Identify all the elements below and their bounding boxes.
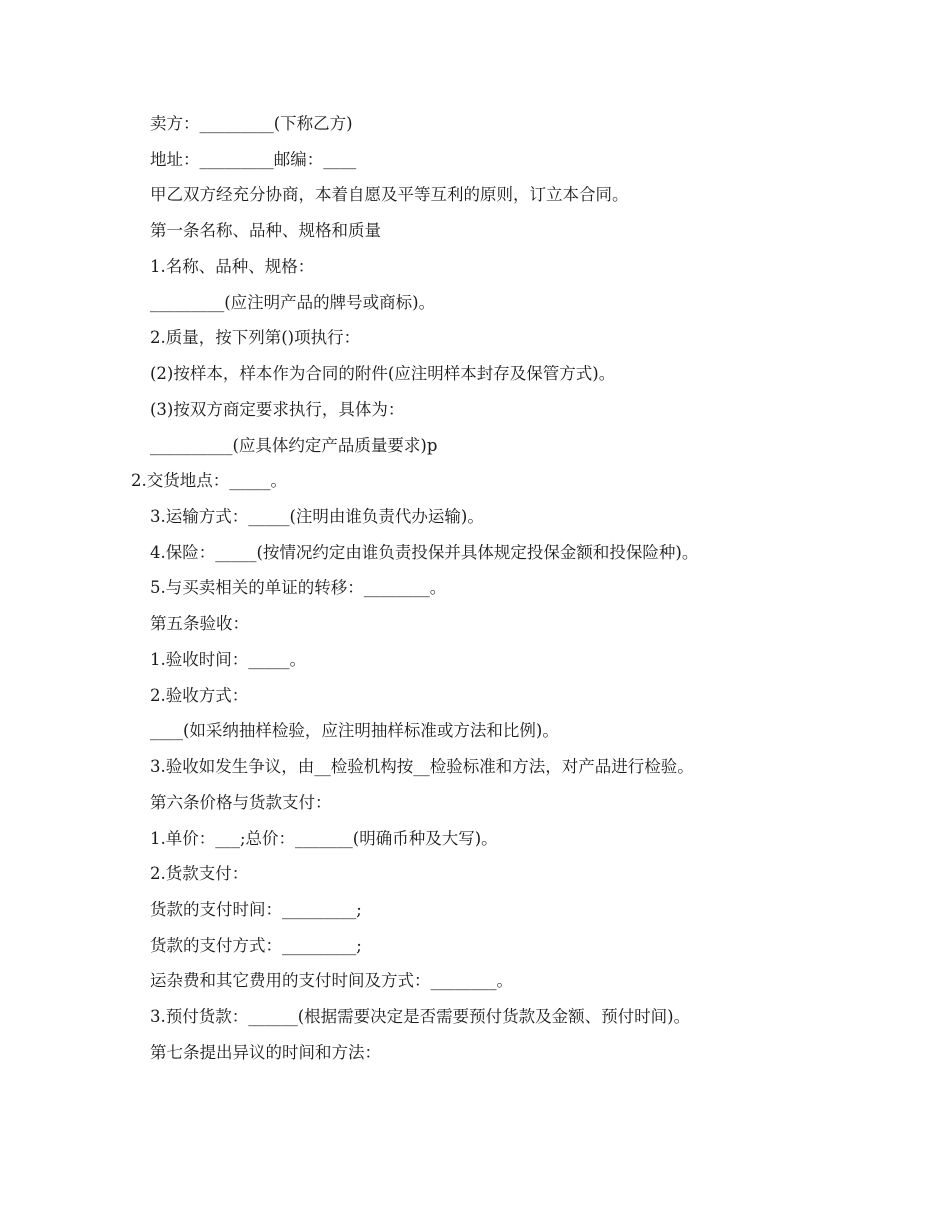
payment-clause: 2.货款支付： <box>150 864 249 883</box>
delivery-place-clause: 2.交货地点：_____。 <box>131 471 287 490</box>
article-6-heading: 第六条价格与货款支付： <box>150 793 332 812</box>
clause-1-1-blank: _________(应注明产品的牌号或商标)。 <box>150 293 436 312</box>
freight-payment-line: 运杂费和其它费用的支付时间及方式：________。 <box>150 971 513 990</box>
article-5-heading: 第五条验收： <box>150 614 249 633</box>
acceptance-time-clause: 1.验收时间：_____。 <box>150 650 306 669</box>
clause-1-1: 1.名称、品种、规格： <box>150 257 315 276</box>
document-transfer-clause: 5.与买卖相关的单证的转移：________。 <box>150 578 447 597</box>
acceptance-dispute-clause: 3.验收如发生争议，由__检验机构按__检验标准和方法，对产品进行检验。 <box>150 757 694 776</box>
price-clause: 1.单价：___;总价：_______(明确币种及大写)。 <box>150 829 498 848</box>
clause-1-2-option-2: (2)按样本，样本作为合同的附件(应注明样本封存及保管方式)。 <box>150 364 616 383</box>
seller-line: 卖方：_________(下称乙方) <box>150 114 353 133</box>
clause-1-2-option-3: (3)按双方商定要求执行，具体为： <box>150 400 405 419</box>
address-line: 地址：_________邮编：____ <box>150 150 357 169</box>
transport-clause: 3.运输方式：_____(注明由谁负责代办运输)。 <box>150 507 484 526</box>
article-1-heading: 第一条名称、品种、规格和质量 <box>150 221 381 240</box>
acceptance-method-clause: 2.验收方式： <box>150 686 249 705</box>
payment-time-line: 货款的支付时间：_________; <box>150 900 362 919</box>
clause-1-2: 2.质量，按下列第()项执行： <box>150 328 361 347</box>
insurance-clause: 4.保险：_____(按情况约定由谁负责投保并具体规定投保金额和投保险种)。 <box>150 543 699 562</box>
article-7-heading: 第七条提出异议的时间和方法： <box>150 1043 381 1062</box>
payment-method-line: 货款的支付方式：_________; <box>150 936 362 955</box>
preamble-paragraph: 甲乙双方经充分协商，本着自愿及平等互利的原则，订立本合同。 <box>150 185 629 204</box>
prepayment-clause: 3.预付货款：______(根据需要决定是否需要预付货款及金额、预付时间)。 <box>150 1007 691 1026</box>
clause-1-2-option-3-blank: __________(应具体约定产品质量要求)p <box>150 436 438 455</box>
acceptance-method-blank: ____(如采纳抽样检验，应注明抽样标准或方法和比例)。 <box>150 721 559 740</box>
